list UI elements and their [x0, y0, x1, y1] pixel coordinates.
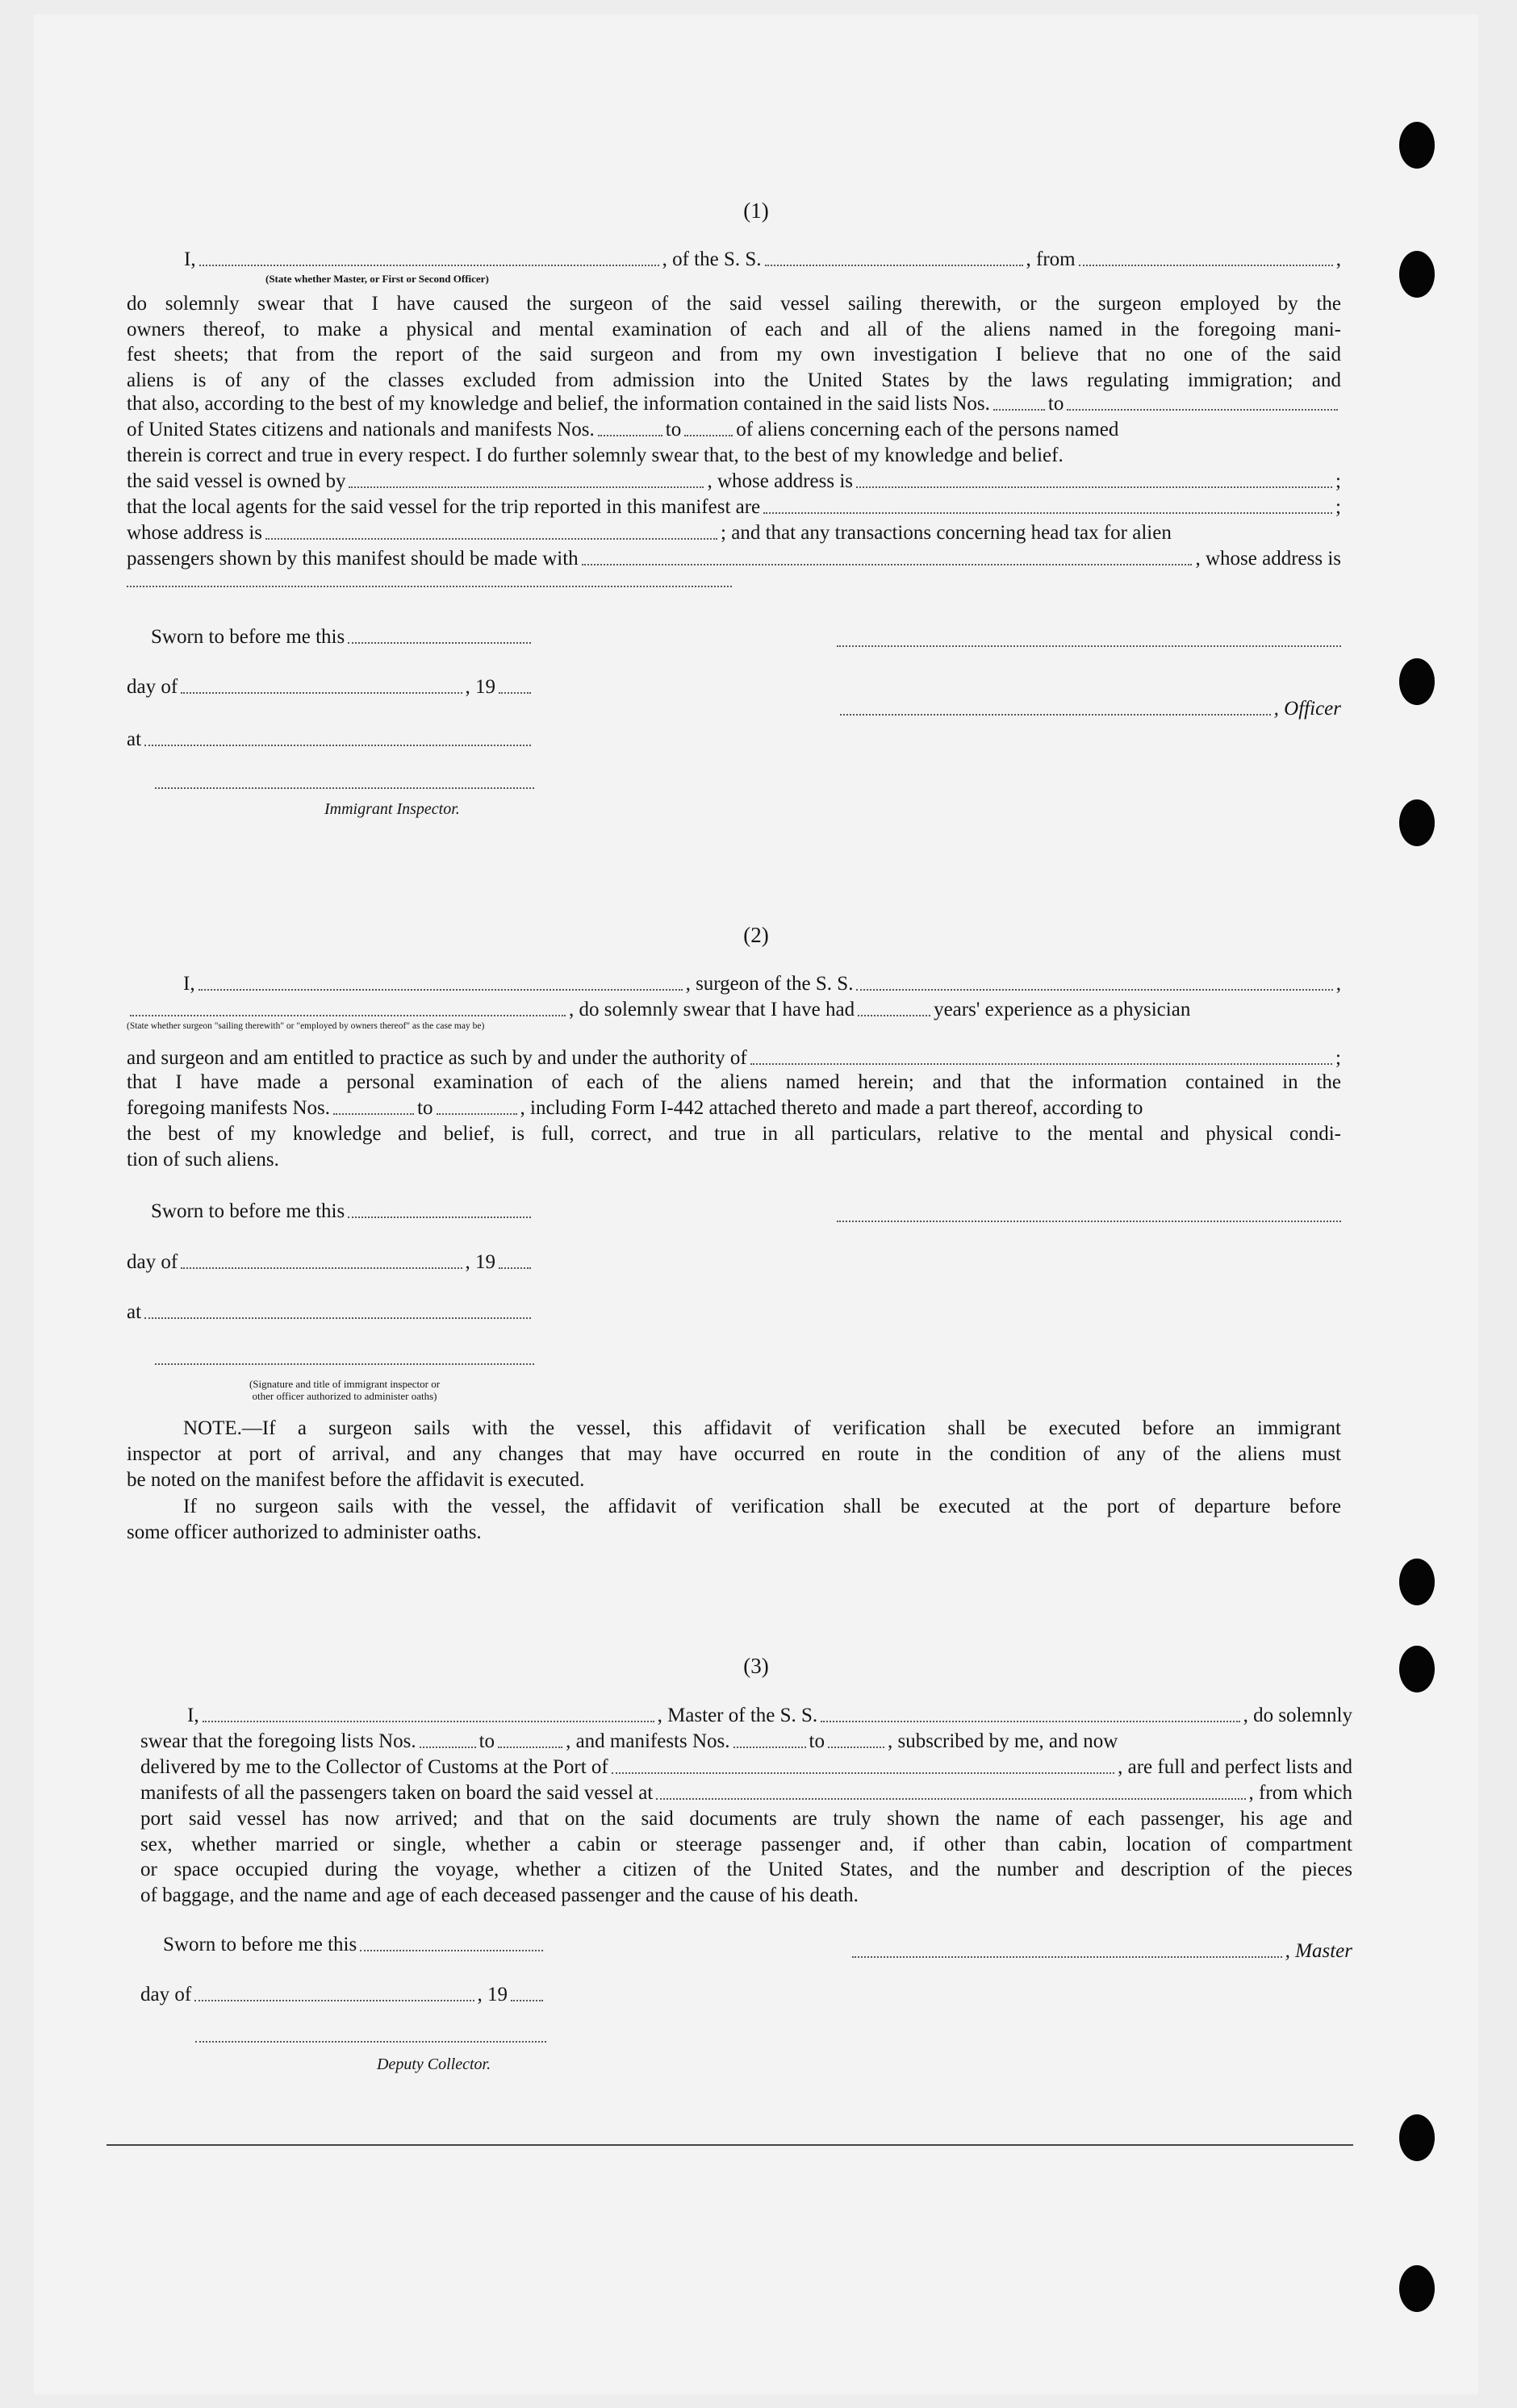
s2-note-2: If no surgeon sails with the vessel, the affidavit of verification shall be executed at the port of departure before some officer authorized to administer oaths.	[127, 1496, 1341, 1543]
punch-hole-6	[1399, 1646, 1435, 1692]
s1-officer-line: , Officer	[837, 698, 1341, 720]
s2-line-3: and surgeon and am entitled to practice as such by and under the authority of ;	[127, 1047, 1341, 1069]
s1-line-11: whose address is ; and that any transactions concerning head tax for alien	[127, 522, 1172, 544]
s3-line-2: swear that the foregoing lists Nos. to , and manifests Nos. to , subscribed by me, and now	[140, 1730, 1118, 1752]
section-3-number: (3)	[743, 1654, 769, 1678]
s1-day: day of , 19	[127, 676, 534, 699]
s1-line-10: that the local agents for the said vessel for the trip reported in this manifest are ;	[127, 496, 1341, 518]
s2-line-4: that I have made a personal examination of each of the aliens named herein; and that the information contained in the	[127, 1071, 1341, 1093]
punch-hole-8	[1399, 2265, 1435, 2312]
s2-at: at	[127, 1301, 534, 1324]
s1-line-13-fill	[127, 586, 732, 587]
section-1-number: (1)	[743, 198, 769, 223]
s3-day: day of , 19	[140, 1984, 546, 2006]
s2-note: NOTE.—If a surgeon sails with the vessel, this affidavit of verification shall be executed before an immigrant inspector at port of arrival, and any changes that may have occurred en route in the condition of any of the aliens must be noted on the manifest before the affidavit is executed.	[127, 1417, 1341, 1491]
s3-body: port said vessel has now arrived; and that on the said documents are truly shown the name of each passenger, his age and sex, whether married or single, whether a cabin or steerage passenger and, if other than cabin, location of compartment or space occupied during the voyage, whether a citizen of the United States, and the number and description of the pieces of baggage, and the name and age of each deceased passenger and the cause of his death.	[140, 1808, 1352, 1906]
s1-line-7: of United States citizens and nationals and manifests Nos. to of aliens concerning each of the persons named	[127, 419, 1119, 440]
s2-sworn: Sworn to before me this	[151, 1200, 534, 1223]
s3-line-1: I, , Master of the S. S. , do solemnly	[187, 1705, 1352, 1726]
s1-inspector-label: Immigrant Inspector.	[324, 800, 460, 818]
punch-hole-7	[1399, 2114, 1435, 2161]
s1-body: do solemnly swear that I have caused the surgeon of the said vessel sailing therewith, or the surgeon employed by the owners thereof, to make a physical and mental examination of each and all of the aliens named in the foregoing mani- fest sheets; that from the report of the said surgeon and from my own investigation I believe that no one of the said aliens is of any of the classes excluded from admission into the United States by the laws regulating immigration; and	[127, 293, 1341, 391]
s1-at: at	[127, 728, 534, 751]
s1-line-1: I, , of the S. S. , from ,	[184, 248, 1341, 270]
s1-inspector-signature	[155, 787, 534, 789]
s2-line-5: foregoing manifests Nos. to , including Form I-442 attached thereto and made a part thereof, according to	[127, 1097, 1143, 1119]
s1-line-1-note: (State whether Master, or First or Second Officer)	[265, 273, 489, 285]
s1-sworn: Sworn to before me this	[151, 626, 534, 649]
s3-line-4: manifests of all the passengers taken on board the said vessel at , from which	[140, 1782, 1352, 1804]
s2-line-6: the best of my knowledge and belief, is full, correct, and true in all particulars, relative to the mental and physical condi-	[127, 1123, 1341, 1145]
s2-day: day of , 19	[127, 1251, 534, 1274]
s1-line-12: passengers shown by this manifest should be made with , whose address is	[127, 548, 1341, 570]
s2-signature-note: (Signature and title of immigrant inspector or other officer authorized to administer oaths)	[249, 1378, 441, 1402]
s2-inspector-signature	[155, 1363, 534, 1365]
s2-line-2-note: (State whether surgeon "sailing therewith" or "employed by owners thereof" as the case may be)	[127, 1021, 485, 1031]
punch-hole-5	[1399, 1559, 1435, 1605]
s2-line-2: , do solemnly swear that I have had years' experience as a physician	[127, 999, 1341, 1021]
punch-hole-2	[1399, 251, 1435, 298]
s3-line-3: delivered by me to the Collector of Customs at the Port of , are full and perfect lists and	[140, 1756, 1352, 1778]
bottom-rule	[107, 2144, 1353, 2146]
punch-hole-1	[1399, 122, 1435, 169]
s2-line-7: tion of such aliens.	[127, 1149, 279, 1171]
punch-hole-4	[1399, 799, 1435, 846]
s3-collector-label: Deputy Collector.	[377, 2055, 491, 2073]
document-page	[34, 15, 1478, 2394]
punch-hole-3	[1399, 658, 1435, 705]
s3-master-line: , Master	[849, 1940, 1352, 1963]
s1-officer-blank-1	[837, 645, 1341, 647]
s1-line-8: therein is correct and true in every respect. I do further solemnly swear that, to the best of my knowledge and belief.	[127, 444, 1064, 466]
s2-line-1: I, , surgeon of the S. S. ,	[183, 973, 1341, 995]
s3-collector-signature	[195, 2041, 546, 2043]
s2-signature-blank	[837, 1221, 1341, 1222]
section-2-number: (2)	[743, 923, 769, 947]
s1-line-6: that also, according to the best of my knowledge and belief, the information contained in the said lists Nos. to	[127, 393, 1341, 415]
s1-line-9: the said vessel is owned by , whose address is ;	[127, 470, 1341, 492]
s3-sworn: Sworn to before me this	[163, 1934, 546, 1956]
